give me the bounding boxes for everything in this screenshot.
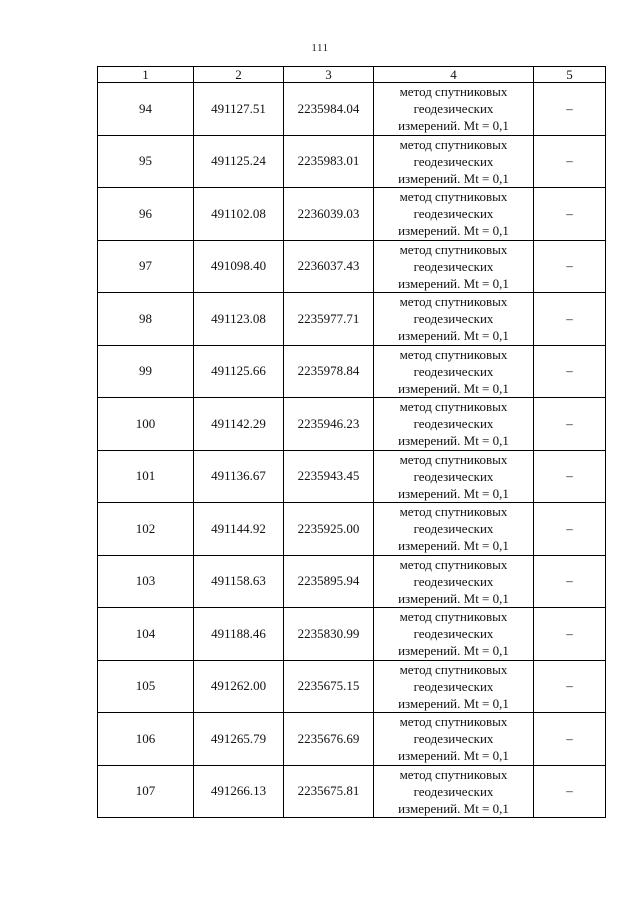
x-coordinate-cell: 491265.79 (194, 713, 284, 766)
y-coordinate-cell: 2235943.45 (284, 450, 374, 503)
table-row (98, 450, 606, 503)
y-coordinate-cell: 2235925.00 (284, 503, 374, 556)
x-coordinate-cell: 491136.67 (194, 450, 284, 503)
point-number-cell: 104 (98, 608, 194, 661)
y-coordinate-cell: 2235983.01 (284, 135, 374, 188)
method-text-line: измерений. Mt = 0,1 (398, 118, 509, 134)
x-coordinate-cell: 491123.08 (194, 293, 284, 346)
point-number-cell: 95 (98, 135, 194, 188)
column-5-cell: – (534, 608, 606, 661)
y-coordinate-cell: 2235978.84 (284, 345, 374, 398)
point-number-cell: 105 (98, 660, 194, 713)
y-coordinate-cell: 2235895.94 (284, 555, 374, 608)
method-text-line: геодезических (413, 101, 494, 117)
method-text-line: метод спутниковых (399, 189, 508, 205)
method-text-line: измерений. Mt = 0,1 (398, 695, 509, 711)
point-number-cell: 107 (98, 765, 194, 818)
method-text-line: метод спутниковых (399, 136, 508, 152)
point-number-cell: 101 (98, 450, 194, 503)
method-text-line: геодезических (413, 626, 494, 642)
method-text-line: геодезических (413, 731, 494, 747)
method-text-line: метод спутниковых (399, 504, 508, 520)
method-cell (374, 188, 534, 241)
method-text-line: измерений. Mt = 0,1 (398, 170, 509, 186)
point-number-cell: 103 (98, 555, 194, 608)
column-5-cell: – (534, 345, 606, 398)
point-number-cell: 102 (98, 503, 194, 556)
x-coordinate-cell: 491127.51 (194, 83, 284, 136)
method-text-line: геодезических (413, 678, 494, 694)
table-body (98, 83, 606, 818)
column-5-cell: – (534, 555, 606, 608)
table-row (98, 83, 606, 136)
method-text-line: метод спутниковых (399, 766, 508, 782)
table-header (98, 67, 606, 83)
method-cell (374, 660, 534, 713)
method-cell (374, 503, 534, 556)
column-5-cell: – (534, 660, 606, 713)
header-col-1: 1 (98, 67, 194, 83)
method-text-line: измерений. Mt = 0,1 (398, 590, 509, 606)
method-text-line: метод спутниковых (399, 556, 508, 572)
point-number-cell: 106 (98, 713, 194, 766)
x-coordinate-cell: 491266.13 (194, 765, 284, 818)
y-coordinate-cell: 2235676.69 (284, 713, 374, 766)
method-text-line: измерений. Mt = 0,1 (398, 485, 509, 501)
table-row (98, 765, 606, 818)
coordinates-table (97, 66, 606, 818)
x-coordinate-cell: 491262.00 (194, 660, 284, 713)
method-cell (374, 293, 534, 346)
header-col-5: 5 (534, 67, 606, 83)
method-cell (374, 345, 534, 398)
point-number-cell: 99 (98, 345, 194, 398)
method-text-line: измерений. Mt = 0,1 (398, 538, 509, 554)
method-cell (374, 450, 534, 503)
method-cell (374, 608, 534, 661)
method-cell (374, 398, 534, 451)
column-5-cell: – (534, 135, 606, 188)
column-5-cell: – (534, 765, 606, 818)
column-5-cell: – (534, 398, 606, 451)
method-text-line: метод спутниковых (399, 84, 508, 100)
method-cell (374, 713, 534, 766)
point-number-cell: 100 (98, 398, 194, 451)
method-text-line: геодезических (413, 258, 494, 274)
point-number-cell: 97 (98, 240, 194, 293)
method-text-line: геодезических (413, 521, 494, 537)
x-coordinate-cell: 491144.92 (194, 503, 284, 556)
method-text-line: геодезических (413, 153, 494, 169)
table-row (98, 293, 606, 346)
column-5-cell: – (534, 240, 606, 293)
method-text-line: геодезических (413, 783, 494, 799)
method-cell (374, 555, 534, 608)
header-row (98, 67, 606, 83)
header-col-3: 3 (284, 67, 374, 83)
method-text-line: геодезических (413, 206, 494, 222)
column-5-cell: – (534, 293, 606, 346)
method-text-line: метод спутниковых (399, 661, 508, 677)
column-5-cell: – (534, 450, 606, 503)
y-coordinate-cell: 2235675.15 (284, 660, 374, 713)
table-row (98, 503, 606, 556)
method-cell (374, 240, 534, 293)
method-text-line: метод спутниковых (399, 609, 508, 625)
column-5-cell: – (534, 713, 606, 766)
page-number: 111 (311, 42, 329, 54)
method-text-line: геодезических (413, 573, 494, 589)
y-coordinate-cell: 2236039.03 (284, 188, 374, 241)
y-coordinate-cell: 2235830.99 (284, 608, 374, 661)
method-text-line: измерений. Mt = 0,1 (398, 380, 509, 396)
y-coordinate-cell: 2236037.43 (284, 240, 374, 293)
header-col-4: 4 (374, 67, 534, 83)
method-text-line: измерений. Mt = 0,1 (398, 433, 509, 449)
x-coordinate-cell: 491158.63 (194, 555, 284, 608)
x-coordinate-cell: 491098.40 (194, 240, 284, 293)
method-text-line: метод спутниковых (399, 451, 508, 467)
method-text-line: измерений. Mt = 0,1 (398, 275, 509, 291)
point-number-cell: 94 (98, 83, 194, 136)
method-text-line: геодезических (413, 416, 494, 432)
method-cell (374, 135, 534, 188)
method-text-line: измерений. Mt = 0,1 (398, 643, 509, 659)
x-coordinate-cell: 491142.29 (194, 398, 284, 451)
method-text-line: измерений. Mt = 0,1 (398, 800, 509, 816)
y-coordinate-cell: 2235984.04 (284, 83, 374, 136)
column-5-cell: – (534, 188, 606, 241)
method-text-line: метод спутниковых (399, 714, 508, 730)
point-number-cell: 98 (98, 293, 194, 346)
table-row (98, 660, 606, 713)
x-coordinate-cell: 491125.24 (194, 135, 284, 188)
method-text-line: геодезических (413, 363, 494, 379)
y-coordinate-cell: 2235946.23 (284, 398, 374, 451)
x-coordinate-cell: 491102.08 (194, 188, 284, 241)
column-5-cell: – (534, 503, 606, 556)
table-row (98, 608, 606, 661)
x-coordinate-cell: 491188.46 (194, 608, 284, 661)
column-5-cell: – (534, 83, 606, 136)
table-row (98, 398, 606, 451)
table-row (98, 240, 606, 293)
y-coordinate-cell: 2235675.81 (284, 765, 374, 818)
method-cell (374, 765, 534, 818)
table-row (98, 135, 606, 188)
y-coordinate-cell: 2235977.71 (284, 293, 374, 346)
header-col-2: 2 (194, 67, 284, 83)
method-text-line: метод спутниковых (399, 346, 508, 362)
method-text-line: метод спутниковых (399, 241, 508, 257)
table-row (98, 188, 606, 241)
method-text-line: измерений. Mt = 0,1 (398, 748, 509, 764)
method-text-line: геодезических (413, 311, 494, 327)
method-cell (374, 83, 534, 136)
method-text-line: метод спутниковых (399, 294, 508, 310)
method-text-line: измерений. Mt = 0,1 (398, 328, 509, 344)
table-row (98, 555, 606, 608)
method-text-line: измерений. Mt = 0,1 (398, 223, 509, 239)
method-text-line: геодезических (413, 468, 494, 484)
point-number-cell: 96 (98, 188, 194, 241)
table-row (98, 345, 606, 398)
table-row (98, 713, 606, 766)
x-coordinate-cell: 491125.66 (194, 345, 284, 398)
method-text-line: метод спутниковых (399, 399, 508, 415)
